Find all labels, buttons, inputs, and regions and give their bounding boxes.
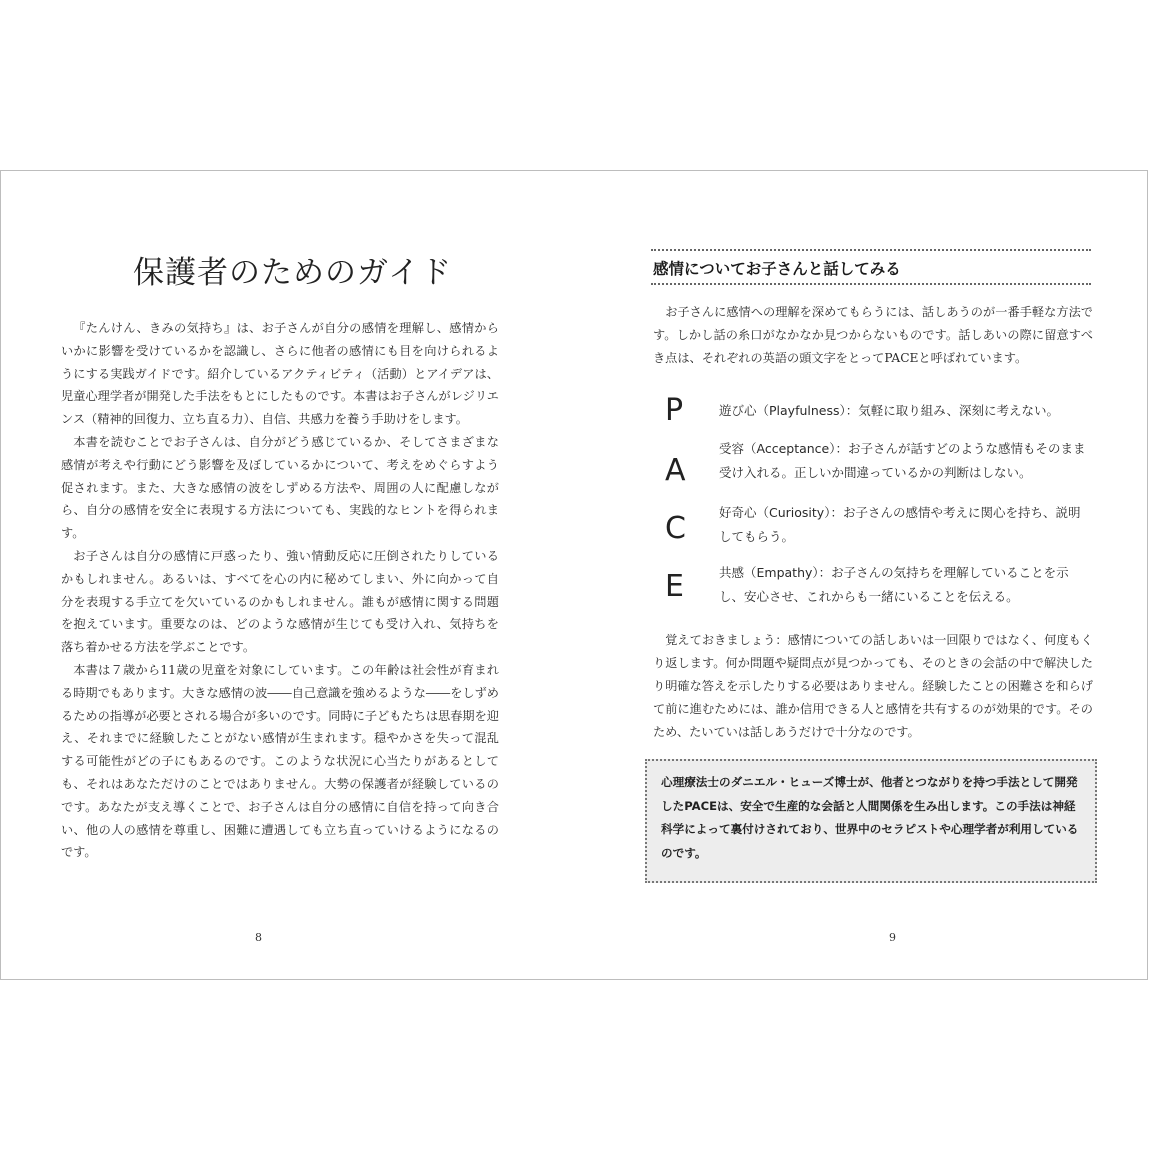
pace-letter: A bbox=[665, 453, 686, 488]
dotted-divider bbox=[651, 283, 1091, 285]
pace-description: 受容（Acceptance）：お子さんが話すどのような感情もそのまま受け入れる。正しいか間違っているかの判断はしない。 bbox=[719, 441, 1086, 480]
page-number: 8 bbox=[255, 931, 262, 944]
paragraph: 本書を読むことでお子さんは、自分がどう感じているか、そしてさまざまな感情が考えや行動にどう影響を及ぼしているかについて、考えをめぐらすよう促されます。また、大きな感情の波をしずめる方法や、周囲の人に配慮しながら、自分の感情を安全に表現する方法についても、実践的なヒントを得られます。 bbox=[61, 434, 499, 541]
pace-letter: P bbox=[665, 393, 684, 428]
page-title: 保護者のためのガイド bbox=[133, 255, 453, 291]
pace-item-c bbox=[665, 505, 1105, 565]
book-spread bbox=[0, 170, 1148, 980]
dotted-divider bbox=[651, 249, 1091, 251]
paragraph: お子さんは自分の感情に戸惑ったり、強い情動反応に圧倒されたりしているかもしれません。あるいは、すべてを心の内に秘めてしまい、外に向かって自分を表現する手立てを欠いているのかもしれません。誰もが感情に関する問題を抱えています。重要なのは、どのような感情が生じても受け入れ、気持ちを落ち着かせる方法を学ぶことです。 bbox=[61, 548, 499, 655]
body-text bbox=[61, 317, 499, 864]
page-number: 9 bbox=[889, 931, 896, 944]
pace-description: 好奇心（Curiosity）：お子さんの感情や考えに関心を持ち、説明してもらう。 bbox=[719, 505, 1081, 544]
pace-item-e bbox=[665, 561, 1105, 621]
pace-item-a bbox=[665, 441, 1105, 509]
note-box bbox=[645, 759, 1097, 883]
section-heading: 感情についてお子さんと話してみる bbox=[653, 260, 901, 278]
paragraph: 本書は７歳から11歳の児童を対象にしています。この年齢は社会性が育まれる時期でもあります。大きな感情の波――自己意識を強めるような――をしずめるための指導が必要とされる場合が多いのです。同時に子どもたちは思春期を迎え、それまでに経験したことがない感情が生まれます。穏やかさを失って混乱する可能性がどの子にもあるのです。このような状況に心当たりがあるとしても、それはあなただけのことではありません。大勢の保護者が経験しているのです。あなたが支え導くことで、お子さんは自分の感情に自信を持って向き合い、他の人の感情を尊重し、困難に遭遇しても立ち直っていけるようになるのです。 bbox=[61, 662, 499, 860]
note-text: 心理療法士のダニエル・ヒューズ博士が、他者とつながりを持つ手法として開発したPACEは、安全で生産的な会話と人間関係を生み出します。この手法は神経科学によって裏付けされており、世界中のセラピストや心理学者が利用しているのです。 bbox=[661, 775, 1079, 860]
pace-letter: C bbox=[665, 511, 686, 546]
intro-paragraph: お子さんに感情への理解を深めてもらうには、話しあうのが一番手軽な方法です。しかし話の糸口がなかなか見つからないものです。話しあいの際に留意すべき点は、それぞれの英語の頭文字をとってPACEと呼ばれています。 bbox=[653, 305, 1093, 365]
left-page bbox=[1, 171, 575, 979]
pace-letter: E bbox=[665, 569, 684, 604]
right-page bbox=[575, 171, 1149, 979]
pace-description: 共感（Empathy）：お子さんの気持ちを理解していることを示し、安心させ、これからも一緒にいることを伝える。 bbox=[719, 565, 1069, 604]
pace-description: 遊び心（Playfulness）：気軽に取り組み、深刻に考えない。 bbox=[719, 403, 1060, 418]
remember-paragraph: 覚えておきましょう：感情についての話しあいは一回限りではなく、何度もくり返します。何か問題や疑問点が見つかっても、そのときの会話の中で解決したり明確な答えを示したりする必要はありません。経験したことの困難さを和らげて前に進むためには、誰か信用できる人と感情を共有するのが効果的です。そのため、たいていは話しあうだけで十分なのです。 bbox=[653, 633, 1093, 739]
paragraph: 『たんけん、きみの気持ち』は、お子さんが自分の感情を理解し、感情からいかに影響を受けているかを認識し、さらに他者の感情にも目を向けられるようにする実践ガイドです。紹介しているアクティビティ（活動）とアイデアは、児童心理学者が開発した手法をもとにしたものです。本書はお子さんがレジリエンス（精神的回復力、立ち直る力）、自信、共感力を養う手助けをします。 bbox=[61, 321, 499, 427]
